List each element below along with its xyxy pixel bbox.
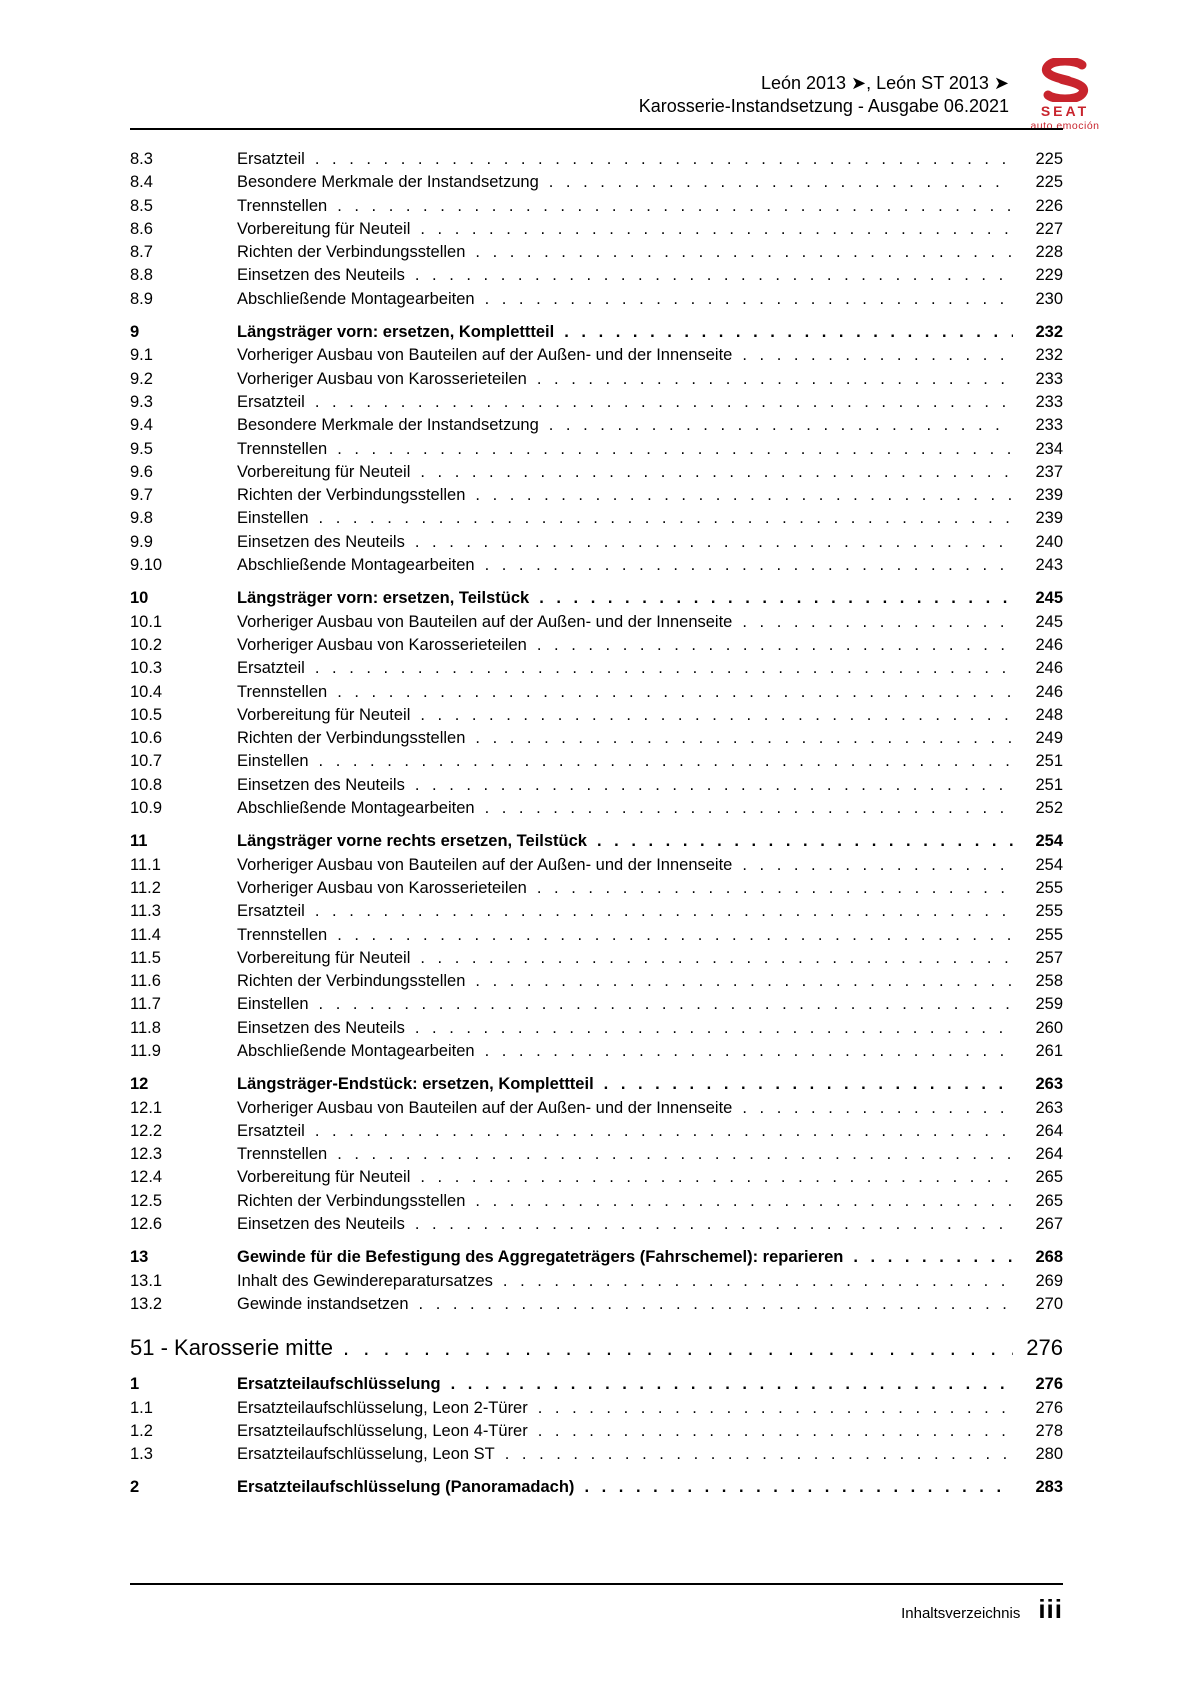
dot-leader [315, 393, 1013, 412]
toc-entry-number: 8.6 [130, 219, 153, 238]
toc-entry-title: Vorbereitung für Neuteil [237, 219, 411, 238]
toc-row [130, 290, 1063, 313]
toc-row [130, 1248, 1063, 1271]
toc-row [130, 1192, 1063, 1215]
toc-entry-number: 13.1 [130, 1271, 163, 1290]
toc-entry-page: 252 [1035, 799, 1063, 818]
table-of-contents [130, 150, 1063, 1502]
toc-entry-number: 10.6 [130, 729, 163, 748]
toc-row [130, 1295, 1063, 1318]
toc-row [130, 1042, 1063, 1065]
toc-entry-title: Ersatzteil [237, 1121, 305, 1140]
toc-entry-number: 10.8 [130, 775, 163, 794]
toc-entry-title: Längsträger vorn: ersetzen, Komplettteil [237, 323, 555, 342]
toc-entry-number: 10.2 [130, 635, 163, 654]
doc-models-line: León 2013 ➤, León ST 2013 ➤ [760, 73, 1009, 93]
toc-entry-page: 276 [1035, 1398, 1063, 1417]
toc-entry-title: Ersatzteil [237, 902, 305, 921]
dot-leader [337, 683, 1013, 702]
footer-page-number: iii [1038, 1594, 1063, 1624]
toc-entry-page: 232 [1035, 323, 1063, 342]
toc-entry-number: 11.2 [130, 878, 161, 897]
toc-entry-number: 8.3 [130, 150, 153, 168]
toc-row [130, 902, 1063, 925]
toc-entry-title: Ersatzteilaufschlüsselung, Leon ST [237, 1445, 495, 1464]
toc-entry-number: 11.4 [130, 925, 161, 944]
dot-leader [604, 1075, 1013, 1094]
toc-entry-title: Trennstellen [237, 1145, 328, 1164]
toc-entry-title: Vorheriger Ausbau von Bauteilen auf der Außen- und der Innenseite [237, 855, 733, 874]
dot-leader [485, 799, 1013, 818]
toc-entry-page: 234 [1035, 439, 1063, 458]
toc-entry-title: Richten der Verbindungsstellen [237, 729, 466, 748]
toc-row [130, 533, 1063, 556]
toc-entry-title: Gewinde für die Befestigung des Aggregateträgers (Fahrschemel): reparieren [237, 1248, 844, 1267]
toc-entry-page: 263 [1035, 1098, 1063, 1117]
toc-row [130, 323, 1063, 346]
toc-entry-page: 249 [1035, 729, 1063, 748]
toc-entry-title: Richten der Verbindungsstellen [237, 486, 466, 505]
toc-entry-title: 51 - Karosserie mitte [130, 1335, 333, 1361]
toc-row [130, 613, 1063, 636]
toc-row [130, 197, 1063, 220]
dot-leader [742, 856, 1013, 875]
toc-entry-page: 227 [1035, 219, 1063, 238]
toc-entry-title: Trennstellen [237, 439, 328, 458]
toc-entry-number: 12.6 [130, 1215, 163, 1234]
toc-row [130, 856, 1063, 879]
toc-entry-title: Vorheriger Ausbau von Bauteilen auf der Außen- und der Innenseite [237, 612, 733, 631]
toc-entry-number: 10.5 [130, 705, 163, 724]
toc-row [130, 509, 1063, 532]
toc-entry-title: Ersatzteilaufschlüsselung, Leon 2-Türer [237, 1398, 528, 1417]
dot-leader [742, 346, 1013, 365]
dot-leader [415, 1215, 1013, 1234]
toc-entry-number: 13 [130, 1248, 149, 1267]
toc-entry-page: 267 [1035, 1215, 1063, 1234]
dot-leader [485, 556, 1013, 575]
toc-entry-page: 240 [1035, 532, 1063, 551]
toc-entry-title: Abschließende Montagearbeiten [237, 799, 475, 818]
toc-entry-number: 12.1 [130, 1098, 163, 1117]
toc-entry-page: 225 [1035, 173, 1063, 192]
dot-leader [564, 323, 1013, 342]
toc-entry-title: Längsträger vorne rechts ersetzen, Teilstück [237, 832, 587, 851]
toc-entry-number: 9.1 [130, 346, 153, 365]
dot-leader [415, 776, 1013, 795]
toc-row [130, 949, 1063, 972]
toc-row [130, 776, 1063, 799]
dot-leader [420, 706, 1013, 725]
dot-leader [315, 150, 1013, 169]
dot-leader [475, 1192, 1013, 1211]
seat-logo [1025, 58, 1105, 132]
toc-row [130, 173, 1063, 196]
toc-row [130, 683, 1063, 706]
toc-entry-page: 225 [1035, 150, 1063, 168]
toc-row [130, 1145, 1063, 1168]
dot-leader [485, 290, 1013, 309]
toc-row [130, 659, 1063, 682]
toc-entry-page: 265 [1035, 1191, 1063, 1210]
footer-section-label: Inhaltsverzeichnis [901, 1605, 1021, 1622]
toc-entry-title: Vorbereitung für Neuteil [237, 1168, 411, 1187]
dot-leader [420, 220, 1013, 239]
dot-leader [549, 416, 1013, 435]
toc-row [130, 799, 1063, 822]
dot-leader [505, 1445, 1013, 1464]
toc-entry-page: 258 [1035, 972, 1063, 991]
dot-leader [853, 1248, 1013, 1267]
toc-entry-title: Einsetzen des Neuteils [237, 1215, 405, 1234]
dot-leader [415, 1019, 1013, 1038]
toc-entry-page: 239 [1035, 486, 1063, 505]
toc-row [130, 150, 1063, 173]
toc-entry-title: Vorheriger Ausbau von Karosserieteilen [237, 369, 527, 388]
toc-row [130, 416, 1063, 439]
dot-leader [742, 613, 1013, 632]
toc-entry-page: 228 [1035, 243, 1063, 262]
toc-row [130, 1099, 1063, 1122]
toc-row [130, 486, 1063, 509]
toc-row [130, 706, 1063, 729]
toc-entry-number: 9 [130, 323, 140, 342]
dot-leader [485, 1042, 1013, 1061]
toc-row [130, 1445, 1063, 1468]
toc-entry-number: 10.7 [130, 752, 163, 771]
toc-entry-number: 11 [130, 832, 148, 851]
toc-entry-title: Vorheriger Ausbau von Karosserieteilen [237, 878, 527, 897]
toc-entry-title: Abschließende Montagearbeiten [237, 556, 475, 575]
toc-row [130, 393, 1063, 416]
dot-leader [537, 879, 1013, 898]
dot-leader [584, 1478, 1013, 1497]
toc-entry-page: 263 [1035, 1075, 1063, 1094]
dot-leader [319, 509, 1013, 528]
toc-entry-number: 9.3 [130, 392, 153, 411]
toc-row [130, 1422, 1063, 1445]
toc-entry-number: 9.9 [130, 532, 153, 551]
dot-leader [337, 1145, 1013, 1164]
toc-entry-number: 8.7 [130, 243, 153, 262]
footer-divider [130, 1583, 1063, 1585]
toc-entry-number: 12.5 [130, 1191, 163, 1210]
toc-row [130, 1075, 1063, 1098]
toc-entry-page: 237 [1035, 462, 1063, 481]
toc-entry-number: 8.4 [130, 173, 153, 192]
toc-entry-title: Besondere Merkmale der Instandsetzung [237, 416, 539, 435]
dot-leader [597, 832, 1013, 851]
toc-row [130, 220, 1063, 243]
toc-entry-title: Einsetzen des Neuteils [237, 775, 405, 794]
toc-entry-page: 232 [1035, 346, 1063, 365]
dot-leader [319, 752, 1013, 771]
toc-entry-title: Ersatzteilaufschlüsselung, Leon 4-Türer [237, 1421, 528, 1440]
toc-entry-number: 2 [130, 1478, 140, 1497]
dot-leader [475, 486, 1013, 505]
dot-leader [419, 1295, 1013, 1314]
dot-leader [451, 1375, 1013, 1394]
toc-entry-number: 1.2 [130, 1421, 153, 1440]
dot-leader [475, 729, 1013, 748]
dot-leader [315, 659, 1013, 678]
dot-leader [549, 173, 1013, 192]
toc-row [130, 1399, 1063, 1422]
toc-row [130, 1168, 1063, 1191]
toc-entry-page: 276 [1026, 1335, 1063, 1361]
toc-row [130, 926, 1063, 949]
toc-row [130, 972, 1063, 995]
toc-entry-title: Einsetzen des Neuteils [237, 532, 405, 551]
toc-entry-page: 251 [1035, 752, 1063, 771]
toc-entry-number: 13.2 [130, 1294, 163, 1313]
toc-entry-number: 10 [130, 589, 149, 608]
seat-s-icon [1038, 58, 1092, 102]
toc-entry-page: 251 [1035, 775, 1063, 794]
toc-entry-title: Richten der Verbindungsstellen [237, 972, 466, 991]
toc-entry-title: Ersatzteilaufschlüsselung (Panoramadach) [237, 1478, 575, 1497]
toc-row [130, 752, 1063, 775]
toc-entry-number: 12 [130, 1075, 149, 1094]
toc-entry-page: 265 [1035, 1168, 1063, 1187]
dot-leader [475, 243, 1013, 262]
toc-entry-page: 257 [1035, 948, 1063, 967]
toc-entry-page: 246 [1035, 635, 1063, 654]
toc-entry-page: 255 [1035, 878, 1063, 897]
toc-row [130, 463, 1063, 486]
toc-row [130, 636, 1063, 659]
doc-title-line: Karosserie-Instandsetzung - Ausgabe 06.2021 [638, 96, 1009, 116]
toc-entry-page: 246 [1035, 659, 1063, 678]
toc-entry-page: 278 [1035, 1421, 1063, 1440]
toc-entry-title: Längsträger vorn: ersetzen, Teilstück [237, 589, 530, 608]
toc-entry-page: 230 [1035, 289, 1063, 308]
toc-row [130, 1019, 1063, 1042]
dot-leader [539, 589, 1013, 608]
toc-entry-title: Vorbereitung für Neuteil [237, 705, 411, 724]
toc-entry-title: Einstellen [237, 995, 309, 1014]
toc-entry-page: 233 [1035, 416, 1063, 435]
header-divider [130, 128, 1063, 130]
toc-row [130, 346, 1063, 369]
toc-entry-number: 11.3 [130, 902, 161, 921]
seat-tagline: auto emoción [1030, 120, 1100, 132]
toc-entry-title: Gewinde instandsetzen [237, 1294, 409, 1313]
toc-entry-page: 229 [1035, 266, 1063, 285]
toc-entry-title: Ersatzteil [237, 659, 305, 678]
toc-entry-title: Einsetzen des Neuteils [237, 1018, 405, 1037]
dot-leader [503, 1272, 1013, 1291]
seat-wordmark: SEAT [1040, 103, 1090, 119]
toc-entry-title: Inhalt des Gewindereparatursatzes [237, 1271, 493, 1290]
dot-leader [742, 1099, 1013, 1118]
toc-entry-number: 10.4 [130, 682, 163, 701]
toc-entry-page: 264 [1035, 1121, 1063, 1140]
toc-row [130, 1215, 1063, 1238]
toc-entry-title: Trennstellen [237, 925, 328, 944]
toc-entry-number: 8.9 [130, 289, 153, 308]
dot-leader [415, 533, 1013, 552]
toc-entry-number: 11.7 [130, 995, 161, 1014]
toc-entry-page: 276 [1035, 1375, 1063, 1394]
toc-entry-title: Ersatzteilaufschlüsselung [237, 1375, 441, 1394]
toc-entry-page: 255 [1035, 925, 1063, 944]
toc-entry-page: 264 [1035, 1145, 1063, 1164]
toc-entry-number: 9.5 [130, 439, 153, 458]
toc-entry-number: 1 [130, 1375, 140, 1394]
toc-entry-title: Vorheriger Ausbau von Karosserieteilen [237, 635, 527, 654]
toc-entry-title: Ersatzteil [237, 150, 305, 168]
toc-entry-page: 254 [1035, 832, 1063, 851]
toc-entry-number: 12.2 [130, 1121, 163, 1140]
toc-entry-number: 10.9 [130, 799, 163, 818]
dot-leader [537, 636, 1013, 655]
toc-entry-page: 233 [1035, 369, 1063, 388]
toc-row [130, 1375, 1063, 1398]
toc-row [130, 1335, 1063, 1365]
dot-leader [315, 1122, 1013, 1141]
toc-entry-page: 245 [1035, 612, 1063, 631]
toc-row [130, 729, 1063, 752]
toc-entry-title: Abschließende Montagearbeiten [237, 289, 475, 308]
dot-leader [475, 972, 1013, 991]
toc-entry-page: 261 [1035, 1041, 1063, 1060]
toc-entry-number: 9.7 [130, 486, 153, 505]
toc-entry-title: Einstellen [237, 752, 309, 771]
toc-entry-title: Vorbereitung für Neuteil [237, 948, 411, 967]
toc-row [130, 556, 1063, 579]
toc-entry-number: 11.1 [130, 855, 161, 874]
toc-entry-number: 8.5 [130, 196, 153, 215]
toc-entry-number: 12.3 [130, 1145, 163, 1164]
toc-entry-title: Vorbereitung für Neuteil [237, 462, 411, 481]
toc-row [130, 832, 1063, 855]
header-text [639, 58, 1009, 118]
dot-leader [337, 926, 1013, 945]
dot-leader [337, 197, 1013, 216]
toc-entry-page: 243 [1035, 556, 1063, 575]
toc-entry-title: Trennstellen [237, 196, 328, 215]
toc-row [130, 243, 1063, 266]
toc-row [130, 1122, 1063, 1145]
page-footer [130, 1594, 1063, 1625]
toc-entry-number: 1.1 [130, 1398, 153, 1417]
dot-leader [337, 440, 1013, 459]
toc-entry-page: 259 [1035, 995, 1063, 1014]
toc-entry-title: Besondere Merkmale der Instandsetzung [237, 173, 539, 192]
toc-entry-title: Vorheriger Ausbau von Bauteilen auf der Außen- und der Innenseite [237, 346, 733, 365]
toc-row [130, 879, 1063, 902]
toc-entry-page: 245 [1035, 589, 1063, 608]
toc-entry-page: 255 [1035, 902, 1063, 921]
toc-entry-page: 269 [1035, 1271, 1063, 1290]
dot-leader [538, 1399, 1013, 1418]
toc-entry-title: Trennstellen [237, 682, 328, 701]
toc-row [130, 440, 1063, 463]
toc-entry-number: 11.5 [130, 948, 161, 967]
toc-entry-page: 283 [1035, 1478, 1063, 1497]
toc-entry-title: Richten der Verbindungsstellen [237, 243, 466, 262]
toc-entry-page: 254 [1035, 855, 1063, 874]
toc-row [130, 1478, 1063, 1501]
dot-leader [420, 1168, 1013, 1187]
toc-row [130, 266, 1063, 289]
toc-entry-number: 9.10 [130, 556, 163, 575]
toc-entry-page: 246 [1035, 682, 1063, 701]
toc-entry-number: 12.4 [130, 1168, 163, 1187]
toc-entry-title: Vorheriger Ausbau von Bauteilen auf der Außen- und der Innenseite [237, 1098, 733, 1117]
toc-entry-number: 9.8 [130, 509, 153, 528]
toc-row [130, 589, 1063, 612]
toc-entry-page: 260 [1035, 1018, 1063, 1037]
toc-entry-number: 11.8 [130, 1018, 161, 1037]
toc-entry-number: 10.1 [130, 612, 163, 631]
toc-entry-title: Längsträger-Endstück: ersetzen, Komplettteil [237, 1075, 594, 1094]
dot-leader [420, 463, 1013, 482]
toc-entry-page: 233 [1035, 392, 1063, 411]
dot-leader [420, 949, 1013, 968]
dot-leader [415, 266, 1013, 285]
toc-entry-title: Abschließende Montagearbeiten [237, 1041, 475, 1060]
dot-leader [319, 995, 1013, 1014]
toc-entry-number: 11.6 [130, 972, 161, 991]
toc-row [130, 1272, 1063, 1295]
toc-entry-title: Einstellen [237, 509, 309, 528]
toc-entry-number: 9.4 [130, 416, 153, 435]
toc-entry-number: 10.3 [130, 659, 163, 678]
toc-entry-title: Einsetzen des Neuteils [237, 266, 405, 285]
toc-entry-number: 9.6 [130, 462, 153, 481]
toc-entry-page: 268 [1035, 1248, 1063, 1267]
toc-entry-page: 280 [1035, 1445, 1063, 1464]
toc-entry-number: 9.2 [130, 369, 153, 388]
page-header [130, 58, 1105, 132]
toc-entry-page: 248 [1035, 705, 1063, 724]
toc-entry-title: Ersatzteil [237, 392, 305, 411]
toc-entry-number: 8.8 [130, 266, 153, 285]
toc-entry-page: 239 [1035, 509, 1063, 528]
toc-row [130, 995, 1063, 1018]
dot-leader [537, 370, 1013, 389]
dot-leader [343, 1335, 1013, 1361]
toc-entry-page: 226 [1035, 196, 1063, 215]
dot-leader [538, 1422, 1013, 1441]
toc-row [130, 370, 1063, 393]
toc-entry-number: 11.9 [130, 1041, 161, 1060]
dot-leader [315, 902, 1013, 921]
toc-entry-page: 270 [1035, 1294, 1063, 1313]
toc-entry-title: Richten der Verbindungsstellen [237, 1191, 466, 1210]
toc-entry-number: 1.3 [130, 1445, 153, 1464]
